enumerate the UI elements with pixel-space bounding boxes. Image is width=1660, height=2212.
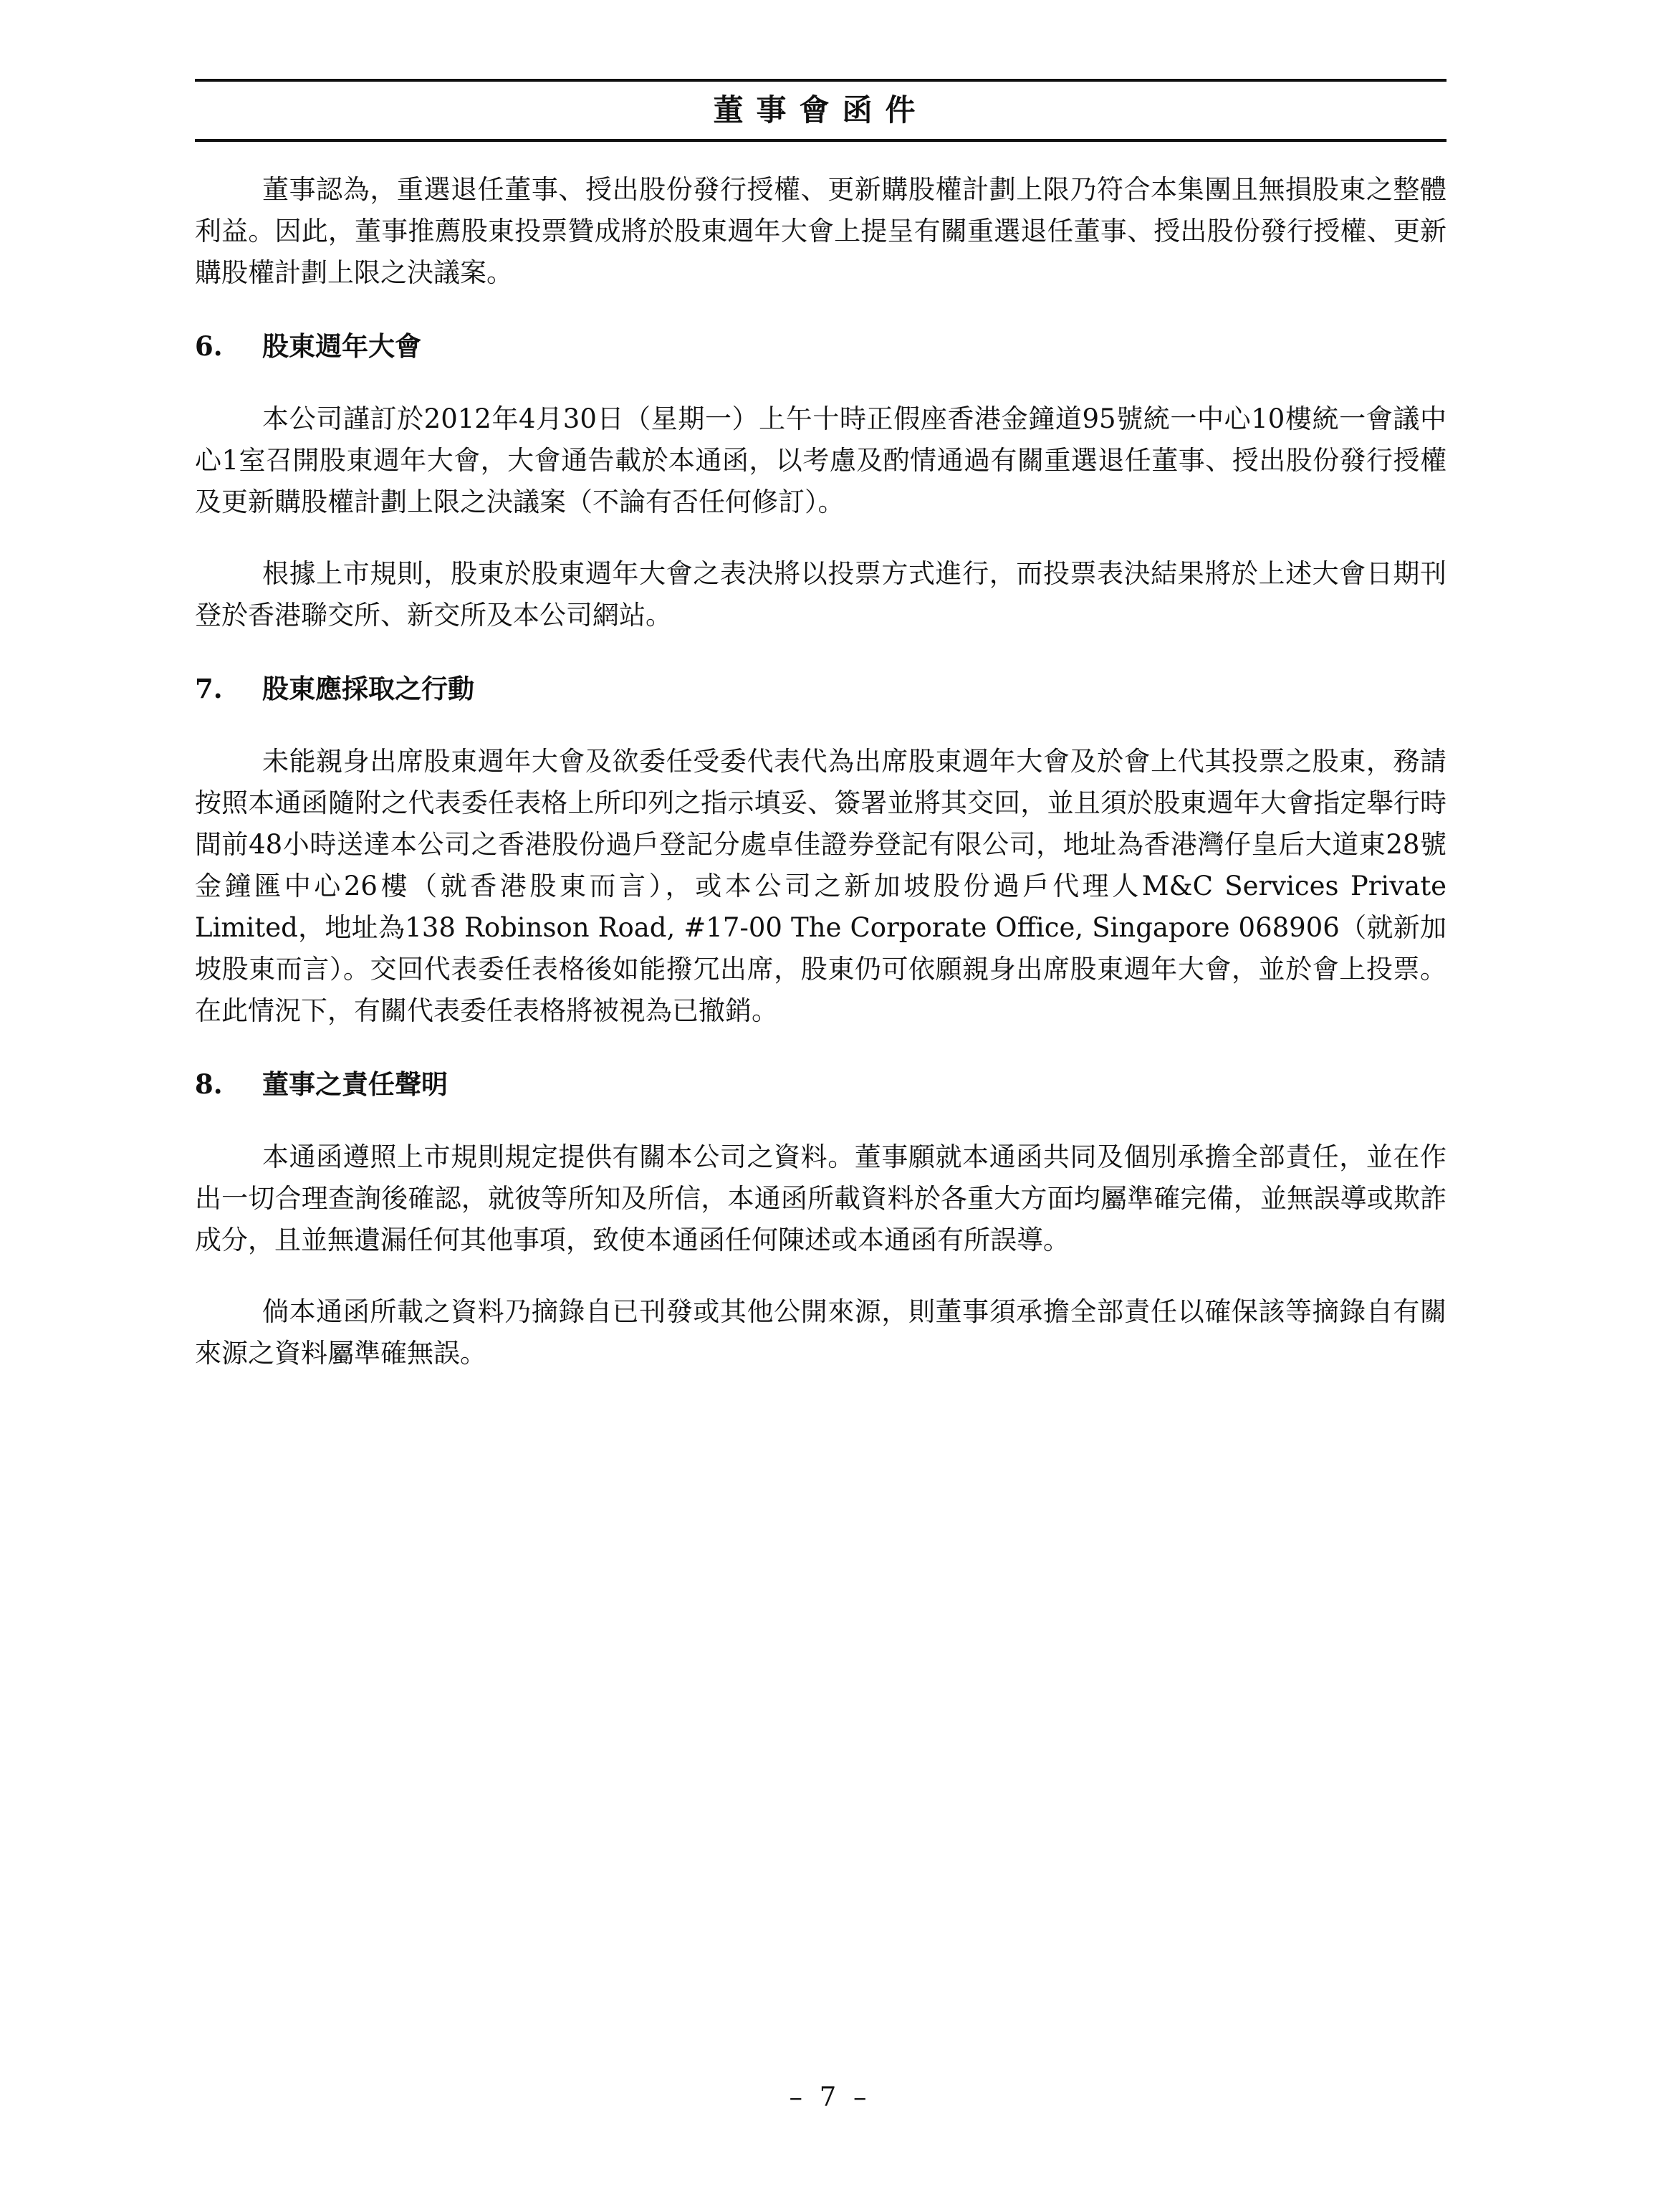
page-title: 董事會函件	[713, 92, 929, 128]
intro-paragraph: 董事認為，重選退任董事、授出股份發行授權、更新購股權計劃上限乃符合本集團且無損股東之整體利益。因此，董事推薦股東投票贊成將於股東週年大會上提呈有關重選退任董事、授出股份發行授權、更新購股權計劃上限之決議案。	[195, 174, 1446, 288]
section-heading-6	[195, 325, 1446, 367]
section-heading-8	[195, 1063, 1446, 1105]
section-title: 股東週年大會	[262, 330, 421, 362]
section-paragraph: 本公司謹訂於2012年4月30日（星期一）上午十時正假座香港金鐘道95號統一中心10樓統一會議中心1室召開股東週年大會，大會通告載於本通函，以考慮及酌情通過有關重選退任董事、授出股份發行授權及更新購股權計劃上限之決議案（不論有否任何修訂）。	[195, 403, 1446, 517]
section-heading-7	[195, 668, 1446, 709]
page-number: – 7 –	[789, 2082, 871, 2112]
section-paragraph: 本通函遵照上市規則規定提供有關本公司之資料。董事願就本通函共同及個別承擔全部責任，並在作出一切合理查詢後確認，就彼等所知及所信，本通函所載資料於各重大方面均屬準確完備，並無誤導或欺詐成分，且並無遺漏任何其他事項，致使本通函任何陳述或本通函有所誤導。	[195, 1141, 1446, 1255]
header-top-rule	[195, 79, 1446, 82]
section-title: 董事之責任聲明	[262, 1068, 448, 1100]
page-header	[195, 79, 1446, 143]
section-paragraph: 未能親身出席股東週年大會及欲委任受委代表代為出席股東週年大會及於會上代其投票之股東，務請按照本通函隨附之代表委任表格上所印列之指示填妥、簽署並將其交回，並且須於股東週年大會指定舉行時間前48小時送達本公司之香港股份過戶登記分處卓佳證券登記有限公司，地址為香港灣仔皇后大道東28號金鐘匯中心26樓（就香港股東而言），或本公司之新加坡股份過戶代理人M&C Services Private Limited，地址為138 Robinson Road, #17-00 The Corporate Office, Singapore 068906（就新加坡股東而言）。交回代表委任表格後如能撥冗出席，股東仍可依願親身出席股東週年大會，並於會上投票。在此情況下，有關代表委任表格將被視為已撤銷。	[195, 746, 1446, 1026]
section-number: 8.	[195, 1068, 223, 1100]
header-bottom-rule	[195, 139, 1446, 142]
section-title: 股東應採取之行動	[262, 673, 474, 704]
letter-body	[195, 169, 1446, 1374]
section-paragraph: 倘本通函所載之資料乃摘錄自已刊發或其他公開來源，則董事須承擔全部責任以確保該等摘錄自有關來源之資料屬準確無誤。	[195, 1296, 1446, 1369]
section-number: 7.	[195, 673, 223, 704]
section-paragraph: 根據上市規則，股東於股東週年大會之表決將以投票方式進行，而投票表決結果將於上述大會日期刊登於香港聯交所、新交所及本公司網站。	[195, 558, 1446, 631]
section-number: 6.	[195, 330, 223, 362]
